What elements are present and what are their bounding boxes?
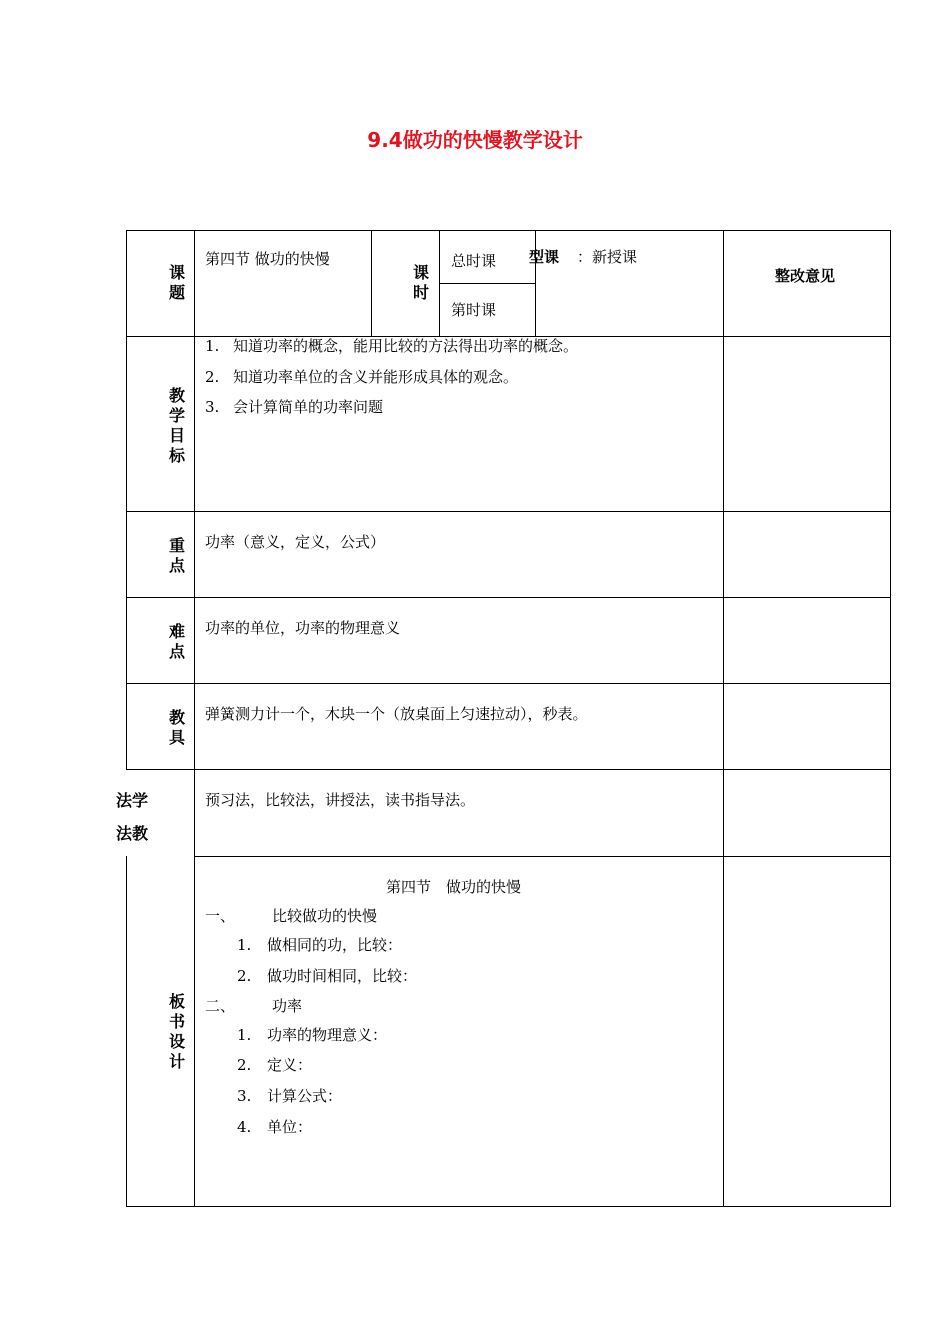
list-item: 功率的物理意义： (267, 1026, 388, 1044)
which-period: 第时课 (451, 301, 497, 319)
section-number: 二、 (205, 997, 236, 1015)
list-item: 做功时间相同，比较： (267, 967, 418, 985)
type-value: ：新授课 (577, 248, 638, 266)
list-item: 知道功率的概念，能用比较的方法得出功率的概念。 (233, 337, 579, 355)
list-item-number: 3. (237, 1087, 252, 1105)
methods-label-top: 法学 (116, 791, 149, 810)
key-point-label: 重点 (168, 536, 185, 575)
tools-text: 弹簧测力计一个，木块一个（放桌面上匀速拉动），秒表。 (205, 705, 588, 723)
topic-label: 课题 (168, 263, 185, 302)
board-label: 板书设计 (168, 992, 185, 1071)
list-item-number: 1. (237, 1026, 252, 1044)
list-item: 做相同的功，比较： (267, 936, 403, 954)
total-period: 总时课 (451, 252, 497, 270)
topic-value: 第四节 做功的快慢 (205, 250, 330, 268)
tools-label: 教具 (168, 708, 185, 747)
difficulty-text: 功率的单位，功率的物理意义 (205, 619, 401, 637)
list-item-number: 2. (237, 1056, 252, 1074)
goals-label: 教学目标 (168, 386, 185, 465)
revision-label: 整改意见 (775, 267, 836, 285)
methods-label-bottom: 法教 (116, 824, 149, 843)
section-number: 一、 (205, 907, 236, 925)
period-label: 课时 (412, 263, 429, 302)
list-item: 知道功率单位的含义并能形成具体的观念。 (233, 368, 519, 386)
section-title: 比较做功的快慢 (272, 907, 378, 925)
list-item-number: 2. (205, 368, 220, 386)
list-item: 定义： (267, 1056, 313, 1074)
list-item: 计算公式： (267, 1087, 343, 1105)
key-point-text: 功率（意义，定义，公式） (205, 533, 386, 551)
list-item-number: 3. (205, 398, 220, 416)
difficulty-label: 难点 (168, 622, 185, 661)
board-heading: 第四节 做功的快慢 (386, 878, 522, 896)
list-item-number: 1. (205, 337, 220, 355)
type-label: 型课 (529, 248, 560, 266)
list-item: 会计算简单的功率问题 (233, 398, 384, 416)
list-item-number: 4. (237, 1118, 252, 1136)
methods-text: 预习法，比较法，讲授法，读书指导法。 (205, 791, 476, 809)
document-title: 9.4做功的快慢教学设计 (367, 128, 583, 152)
section-title: 功率 (272, 997, 303, 1015)
list-item: 单位： (267, 1118, 313, 1136)
list-item-number: 1. (237, 936, 252, 954)
list-item-number: 2. (237, 967, 252, 985)
